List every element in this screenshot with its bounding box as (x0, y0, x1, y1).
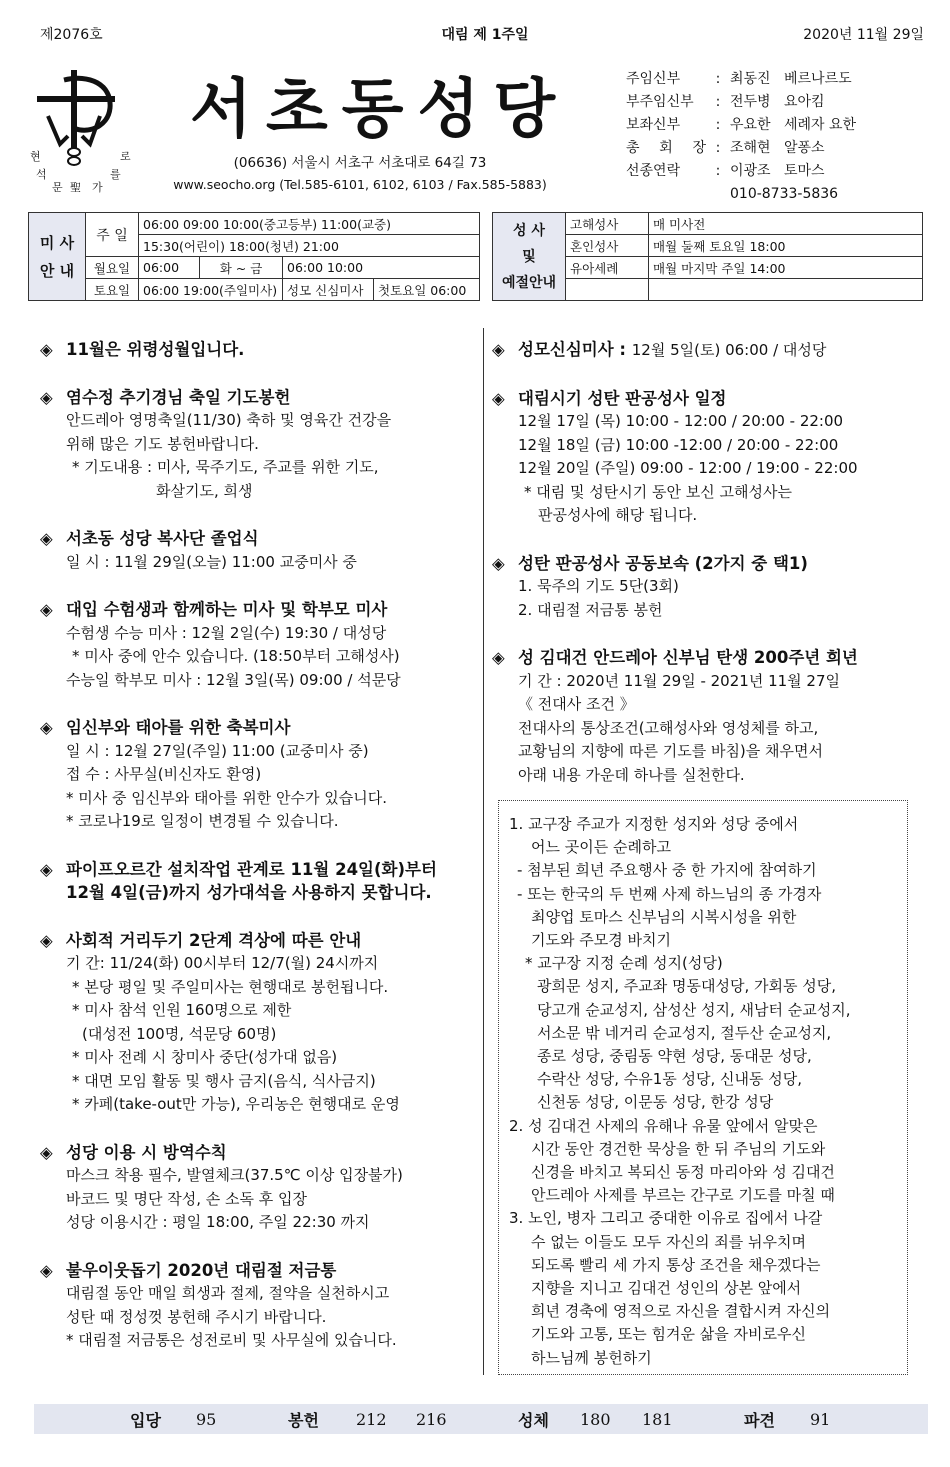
sacrament-label: 고해성사 (566, 213, 649, 235)
offertory-label: 봉헌 (288, 1410, 319, 1430)
notice-line: 대림절 동안 매일 희생과 절제, 절약을 실천하시고 (66, 1284, 390, 1302)
parish-address: (06636) 서울시 서초구 서초대로 64길 73 (233, 155, 487, 171)
box-line: 희년 경축에 영적으로 자신을 결합시켜 자신의 (531, 1302, 831, 1321)
logo-char: 현 (30, 150, 41, 163)
notice-line: 일 시 : 11월 29일(오늘) 11:00 교중미사 중 (66, 552, 357, 571)
notice-line: * 대림 및 성탄시기 동안 보신 고해성사는 (524, 482, 792, 501)
offertory-value-2: 216 (416, 1409, 447, 1429)
sacraments-header-line: 예절안내 (501, 274, 557, 291)
diamond-bullet-icon: ◈ (40, 859, 53, 879)
notice-title (40, 858, 480, 882)
notice-section (40, 929, 480, 1117)
parish-address-block (160, 152, 560, 196)
notice-section (40, 1141, 480, 1235)
notice-title (492, 552, 932, 576)
weekday-label: 화 ~ 금 (200, 257, 283, 279)
logo-char: 를 (110, 168, 121, 181)
sacrament-label: 유아세례 (566, 257, 649, 279)
box-line: 1. 교구장 주교가 지정한 성지와 성당 중에서 (509, 815, 799, 833)
notice-title (40, 1141, 480, 1165)
diamond-bullet-icon: ◈ (492, 553, 505, 573)
notice-section (492, 387, 932, 528)
clergy-role: 선종연락 (626, 163, 681, 179)
right-column (492, 338, 932, 811)
clergy-phone: 010-8733-5836 (730, 186, 839, 202)
logo-char: 가 (92, 181, 103, 194)
box-line: 수 없는 이들도 모두 자신의 죄를 뉘우치며 (531, 1232, 806, 1251)
notice-line: 《 전대사 조건 》 (518, 695, 635, 713)
indulgence-conditions-box (498, 800, 908, 1375)
notice-line: * 기도내용 : 미사, 묵주기도, 주교를 위한 기도, (72, 458, 379, 476)
notice-line: 화살기도, 희생 (156, 481, 253, 500)
box-line: 광희문 성지, 주교좌 명동대성당, 가회동 성당, (537, 977, 836, 996)
box-line: 2. 성 김대건 사제의 유해나 유물 앞에서 알맞은 (509, 1116, 818, 1135)
notice-title (40, 338, 480, 362)
saturday-times: 06:00 19:00(주일미사) (139, 279, 283, 301)
dismissal-value: 91 (810, 1409, 831, 1429)
notice-title-text: 성당 이용 시 방역수칙 (66, 1142, 227, 1162)
clergy-saint: 알퐁소 (784, 140, 825, 156)
notice-line: * 미사 전례 시 창미사 중단(성가대 없음) (72, 1048, 338, 1066)
communion-value-2: 181 (642, 1409, 673, 1429)
clergy-saint: 토마스 (784, 163, 825, 179)
sacrament-value-empty (649, 279, 923, 301)
clergy-role: 주임신부 (626, 71, 681, 87)
monday-times: 06:00 (139, 257, 200, 279)
sacraments-header-line: 성 사 (513, 222, 545, 239)
logo-char: 문 (52, 181, 63, 194)
notice-line: * 대면 모임 활동 및 행사 금지(음식, 식사금지) (72, 1071, 376, 1090)
notice-line: * 코로나19로 일정이 변경될 수 있습니다. (66, 812, 339, 830)
notice-line: 12월 20일 (주일) 09:00 - 12:00 / 19:00 - 22:00 (518, 459, 858, 477)
sacrament-label: 혼인성사 (566, 235, 649, 257)
sunday-times-1: 06:00 09:00 10:00(중고등부) 11:00(교중) (139, 213, 480, 235)
clergy-name: 이광조 (730, 163, 771, 179)
diamond-bullet-icon: ◈ (492, 388, 505, 408)
notice-title-text: 11월은 위령성월입니다. (66, 340, 245, 359)
saturday-label: 토요일 (86, 279, 139, 301)
box-line: 기도와 고통, 또는 힘겨운 삶을 자비로우신 (531, 1325, 806, 1344)
notice-title-text: 대림시기 성탄 판공성사 일정 (518, 388, 727, 408)
diamond-bullet-icon: ◈ (40, 930, 53, 950)
notice-title (492, 387, 932, 411)
monday-label: 월요일 (86, 257, 139, 279)
column-divider (483, 328, 484, 1375)
notice-title-text: 성 김대건 안드레아 신부님 탄생 200주년 희년 (518, 648, 858, 667)
notice-detail: 12월 5일(토) 06:00 / 대성당 (631, 341, 827, 359)
notice-title-text: 임신부와 태아를 위한 축복미사 (66, 718, 291, 737)
dismissal-label: 파견 (744, 1410, 775, 1430)
notice-line: 성탄 때 정성껏 봉헌해 주시기 바랍니다. (66, 1307, 327, 1326)
notice-line: 교황님의 지향에 따른 기도를 바침)을 채우면서 (518, 742, 824, 760)
first-saturday-times: 첫토요일 06:00 (374, 279, 480, 301)
notice-line: * 본당 평일 및 주일미사는 현행대로 봉헌됩니다. (72, 977, 389, 996)
notice-line: 수능일 학부모 미사 : 12월 3일(목) 09:00 / 석문당 (66, 670, 401, 689)
diamond-bullet-icon: ◈ (40, 1142, 53, 1162)
notice-line: 안드레아 영명축일(11/30) 축하 및 영육간 건강을 (66, 411, 392, 429)
sacrament-value: 매 미사전 (649, 213, 923, 235)
notice-title (492, 646, 932, 670)
mass-header (29, 213, 86, 301)
liturgical-week: 대림 제 1주일 (441, 27, 529, 43)
notice-line: 2. 대림절 저금통 봉헌 (518, 600, 663, 619)
bulletin-date: 2020년 11월 29일 (803, 27, 924, 43)
notice-title-text: 성탄 판공성사 공동보속 (2가지 중 택1) (518, 553, 808, 573)
box-line: 신경을 바치고 복되신 동정 마리아와 성 김대건 (531, 1163, 835, 1182)
notice-line: 판공성사에 해당 됩니다. (538, 506, 698, 524)
sacrament-value: 매월 둘째 토요일 18:00 (649, 235, 923, 257)
box-line: - 또는 한국의 두 번째 사제 하느님의 종 가경자 (517, 884, 822, 903)
notice-line: 접 수 : 사무실(비신자도 환영) (66, 765, 262, 783)
diamond-bullet-icon: ◈ (40, 718, 53, 737)
notice-title-text: 불우이웃돕기 2020년 대림절 저금통 (66, 1260, 337, 1280)
sacrament-value: 매월 마지막 주일 14:00 (649, 257, 923, 279)
notice-section (40, 527, 480, 574)
offertory-value-1: 212 (356, 1409, 387, 1429)
clergy-role: 총 회 장 (626, 140, 706, 156)
notice-title (40, 929, 480, 953)
sacraments-table (492, 212, 923, 301)
diamond-bullet-icon: ◈ (40, 1260, 53, 1280)
clergy-list (626, 68, 856, 206)
notice-title-text: 염수정 추기경님 축일 기도봉헌 (66, 387, 291, 407)
entry-value: 95 (196, 1409, 217, 1429)
box-line: 종로 성당, 중림동 약현 성당, 동대문 성당, (537, 1047, 812, 1066)
clergy-saint: 요아킴 (784, 94, 825, 110)
cross-logo-icon (34, 64, 154, 194)
notice-title-text: 12월 4일(금)까지 성가대석을 사용하지 못합니다. (66, 883, 432, 902)
notice-section (40, 338, 480, 362)
diamond-bullet-icon: ◈ (40, 529, 53, 548)
notice-line: 아래 내용 가운데 하나를 실천한다. (518, 765, 745, 784)
notice-title-text: 서초동 성당 복사단 졸업식 (66, 529, 259, 548)
notice-section (492, 646, 932, 787)
box-line: 수락산 성당, 수유1동 성당, 신내동 성당, (537, 1070, 803, 1089)
clergy-row: 보좌신부 : 우요한 세례자 요한 (626, 114, 856, 137)
box-line: 서소문 밖 네거리 순교성지, 절두산 순교성지, (537, 1023, 832, 1042)
notice-title-text: 파이프오르간 설치작업 관계로 11월 24일(화)부터 (66, 859, 437, 879)
sacrament-label-empty (566, 279, 649, 301)
clergy-row: 부주임신부 : 전두병 요아킴 (626, 91, 856, 114)
clergy-role: 부주임신부 (626, 94, 694, 110)
notice-title-text: 대입 수험생과 함께하는 미사 및 학부모 미사 (66, 600, 388, 619)
logo-char: 로 (120, 150, 131, 163)
notice-line: 위해 많은 기도 봉헌바랍니다. (66, 434, 259, 453)
mass-schedule-table (28, 212, 480, 301)
box-line: 되도록 빨리 세 가지 통상 조건을 채우겠다는 (531, 1255, 821, 1274)
parish-name: 서초동성당 (190, 73, 570, 147)
notice-section (40, 716, 480, 834)
notice-section (40, 858, 480, 905)
notice-line: 마스크 착용 필수, 발열체크(37.5℃ 이상 입장불가) (66, 1166, 403, 1184)
notice-line: * 미사 참석 인원 160명으로 제한 (72, 1001, 292, 1019)
clergy-name: 전두병 (730, 94, 771, 110)
notice-title (40, 1259, 480, 1283)
notice-section (40, 386, 480, 504)
mass-header-line: 미 사 (39, 233, 75, 252)
notice-title (40, 386, 480, 410)
box-line: - 첨부된 희년 주요행사 중 한 가지에 참여하기 (517, 861, 817, 880)
box-line: 3. 노인, 병자 그리고 중대한 이유로 집에서 나갈 (509, 1209, 823, 1228)
diamond-bullet-icon: ◈ (492, 648, 505, 667)
box-line: 지향을 지니고 김대건 성인의 상본 앞에서 (531, 1279, 802, 1298)
logo-char: 석 (36, 168, 47, 181)
sunday-times-2: 15:30(어린이) 18:00(청년) 21:00 (139, 235, 480, 257)
notice-line: * 미사 중에 안수 있습니다. (18:50부터 고해성사) (72, 647, 400, 665)
notice-line: 바코드 및 명단 작성, 손 소독 후 입장 (66, 1189, 308, 1208)
left-column (40, 338, 480, 1377)
diamond-bullet-icon: ◈ (492, 340, 505, 359)
sunday-label: 주 일 (86, 213, 139, 257)
sacraments-header-line: 및 (522, 248, 536, 265)
clergy-role: 보좌신부 (626, 117, 681, 133)
notice-section (492, 552, 932, 623)
clergy-name: 최동진 (730, 71, 771, 87)
notice-line: 기 간: 11/24(화) 00시부터 12/7(월) 24시까지 (66, 954, 379, 972)
diamond-bullet-icon: ◈ (40, 387, 53, 407)
logo-char: 聖 (70, 181, 81, 194)
notice-line: 기 간 : 2020년 11월 29일 - 2021년 11월 27일 (518, 671, 840, 690)
notice-title (40, 716, 480, 740)
notice-section (40, 1259, 480, 1353)
diamond-bullet-icon: ◈ (40, 340, 53, 359)
notice-line: 일 시 : 12월 27일(주일) 11:00 (교중미사 중) (66, 741, 369, 760)
issue-number: 제2076호 (40, 27, 103, 43)
box-line: * 교구장 지정 순례 성지(성당) (525, 954, 723, 973)
box-line: 시간 동안 경건한 묵상을 한 뒤 주님의 기도와 (531, 1139, 826, 1158)
notice-line: * 카페(take-out만 가능), 우리농은 현행대로 운영 (72, 1095, 400, 1113)
clergy-row: 주임신부 : 최동진 베르나르도 (626, 68, 856, 91)
communion-label: 성체 (518, 1410, 549, 1430)
clergy-name: 우요한 (730, 117, 771, 133)
notice-line: 성당 이용시간 : 평일 18:00, 주일 22:30 까지 (66, 1213, 370, 1231)
notice-title (40, 527, 480, 551)
notice-line: * 대림절 저금통은 성전로비 및 사무실에 있습니다. (66, 1331, 397, 1349)
sacred-heart-mass-label: 성모 신심미사 (283, 279, 374, 301)
weekday-times: 06:00 10:00 (283, 257, 480, 279)
clergy-name: 조해현 (730, 140, 771, 156)
parish-logo (30, 64, 154, 194)
notice-line: * 미사 중 임신부와 태아를 위한 안수가 있습니다. (66, 788, 387, 807)
entry-label: 입당 (130, 1410, 161, 1430)
box-line: 당고개 순교성지, 삼성산 성지, 새남터 순교성지, (537, 1000, 851, 1019)
box-line: 신천동 성당, 이문동 성당, 한강 성당 (537, 1093, 774, 1112)
notice-line: 12월 18일 (금) 10:00 -12:00 / 20:00 - 22:00 (518, 435, 839, 454)
notice-line: 전대사의 통상조건(고해성사와 영성체를 하고, (518, 718, 819, 737)
clergy-saint: 베르나르도 (784, 71, 852, 87)
box-line: 하느님께 봉헌하기 (531, 1348, 652, 1367)
box-line: 최양업 토마스 신부님의 시복시성을 위한 (531, 907, 797, 926)
statistics-bar (34, 1404, 928, 1434)
communion-value-1: 180 (580, 1409, 611, 1429)
parish-contact: www.seocho.org (Tel.585-6101, 6102, 6103 / Fax.585-5883) (173, 177, 547, 192)
box-line: 기도와 주모경 바치기 (531, 931, 671, 950)
notice-line: 1. 묵주의 기도 5단(3회) (518, 577, 679, 595)
notice-title (492, 338, 932, 363)
clergy-row: 선종연락 : 이광조 토마스 (626, 160, 856, 183)
box-line: 안드레아 사제를 부르는 간구로 기도를 마칠 때 (531, 1186, 835, 1205)
diamond-bullet-icon: ◈ (40, 600, 53, 619)
notice-section (492, 338, 932, 363)
sacraments-header (493, 213, 566, 301)
notice-title (40, 598, 480, 622)
mass-header-line: 안 내 (39, 261, 75, 280)
clergy-row: 총 회 장 : 조해현 알퐁소 (626, 137, 856, 160)
notice-line: 수험생 수능 미사 : 12월 2일(수) 19:30 / 대성당 (66, 623, 387, 642)
clergy-saint: 세례자 요한 (784, 117, 857, 133)
notice-title-text: 사회적 거리두기 2단계 격상에 따른 안내 (66, 930, 362, 950)
notice-title-text: 성모신심미사 : (518, 340, 632, 359)
clergy-row (626, 183, 856, 206)
notice-line: (대성전 100명, 석문당 60명) (82, 1024, 277, 1043)
box-line: 어느 곳이든 순례하고 (531, 838, 671, 857)
notice-line: 12월 17일 (목) 10:00 - 12:00 / 20:00 - 22:00 (518, 412, 844, 430)
notice-section (40, 598, 480, 692)
